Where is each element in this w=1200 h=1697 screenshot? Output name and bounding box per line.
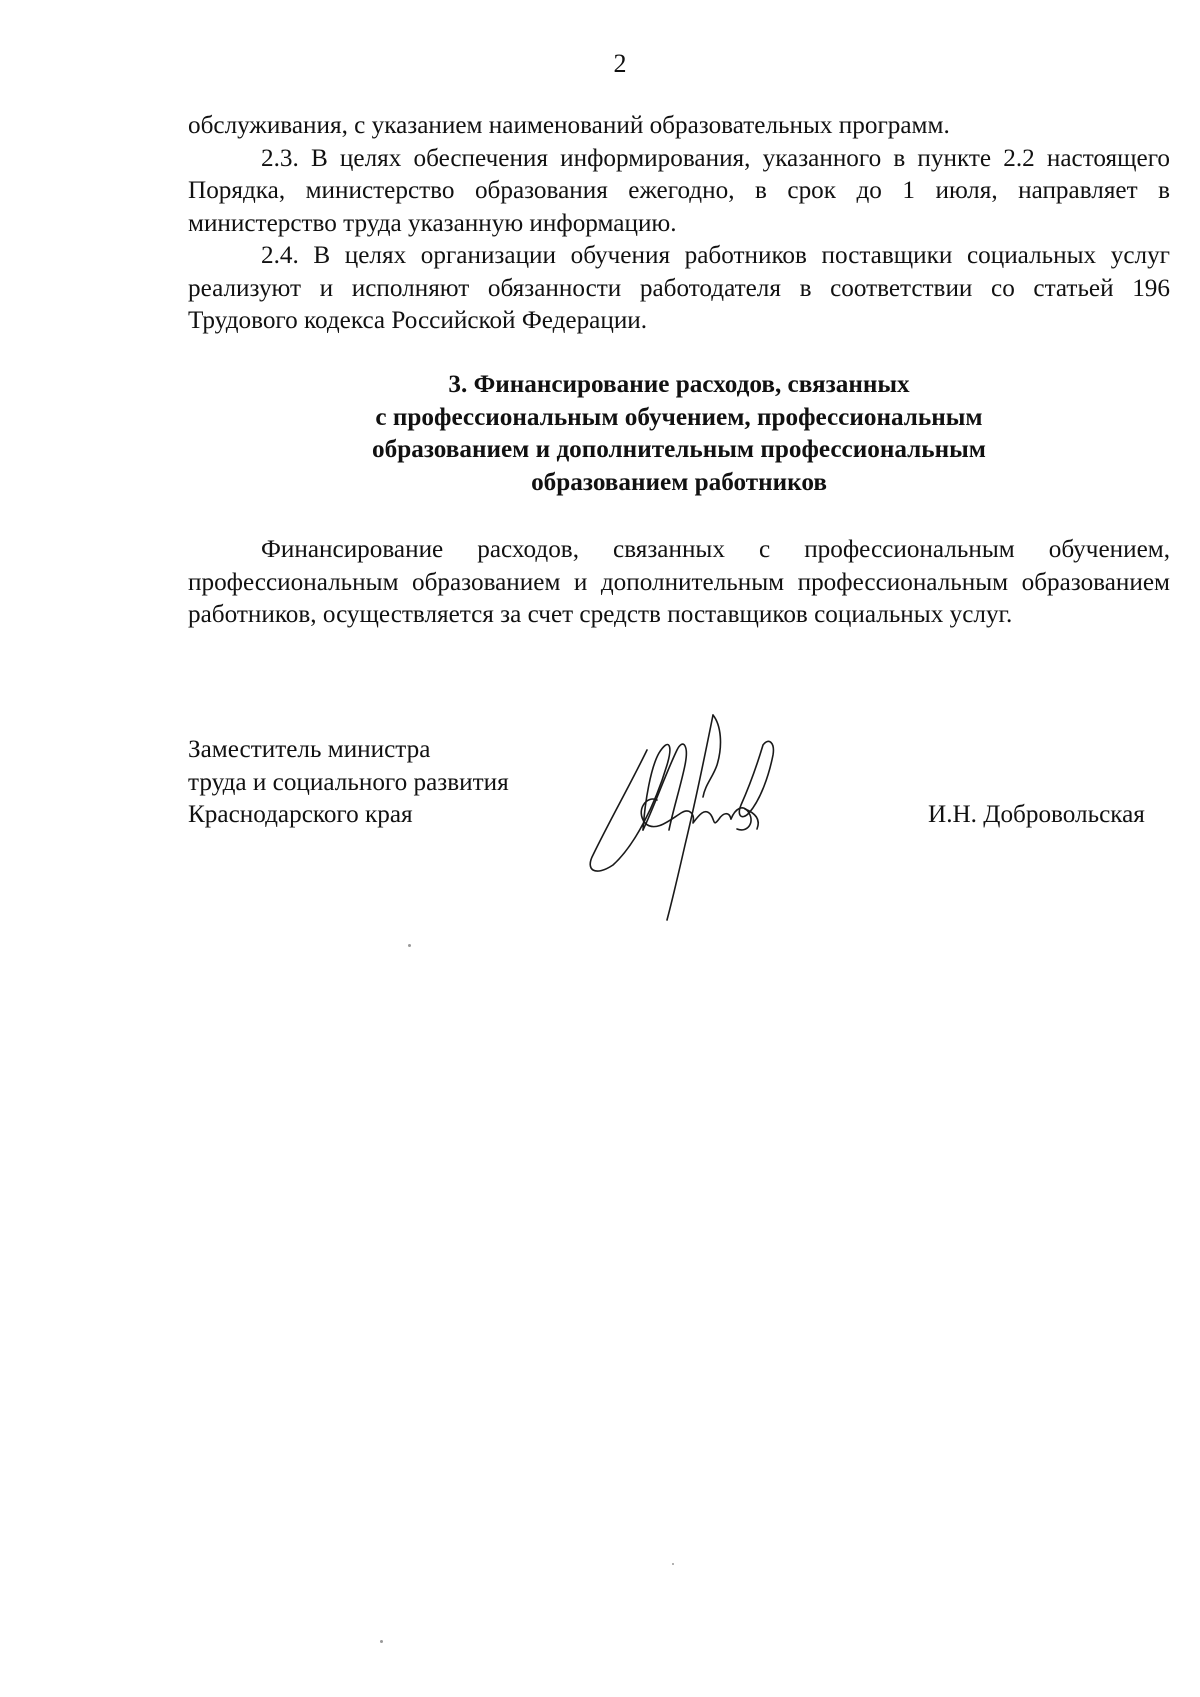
section-heading-line: 3. Финансирование расходов, связанных [448, 371, 910, 398]
paragraph-2-4: 2.4. В целях организации обучения работников поставщики социальных услуг реализуют и исполняют обязанности работодателя в соответствии со статьей 196 Трудового кодекса Российской Федерации. [188, 242, 1170, 334]
paragraph-2-3: 2.3. В целях обеспечения информирования, указанного в пункте 2.2 настоящего Порядка, министерство образования ежегодно, в срок до 1 июля, направляет в министерство труда указанную информацию. [188, 144, 1170, 237]
scan-speck [672, 1563, 674, 1565]
scan-speck [380, 1640, 383, 1643]
signatory-position-line: труда и социального развития [188, 768, 509, 796]
section-heading [188, 369, 1170, 499]
section-heading-line: образованием и дополнительным профессиональным [372, 436, 986, 463]
financing-paragraphs [188, 534, 1170, 632]
section-heading-line: образованием работников [531, 468, 827, 496]
paragraph-continuation: обслуживания, с указанием наименований образовательных программ. [188, 112, 950, 139]
section-heading-line: с профессиональным обучением, профессиональным [375, 403, 983, 431]
paragraph-financing: Финансирование расходов, связанных с профессиональным обучением, профессиональным образованием и дополнительным профессиональным образованием работников, осуществляется за счет средств поставщиков социальных услуг. [188, 536, 1170, 628]
signatory-position-line: Краснодарского края [188, 801, 413, 828]
top-paragraphs [188, 110, 1170, 338]
scan-speck [408, 944, 411, 947]
signatory-position-line: Заместитель министра [188, 736, 431, 763]
handwritten-signature [585, 705, 825, 925]
page-number: 2 [613, 49, 627, 78]
signatory-position [188, 734, 509, 832]
signatory-name: И.Н. Добровольская [928, 801, 1145, 828]
